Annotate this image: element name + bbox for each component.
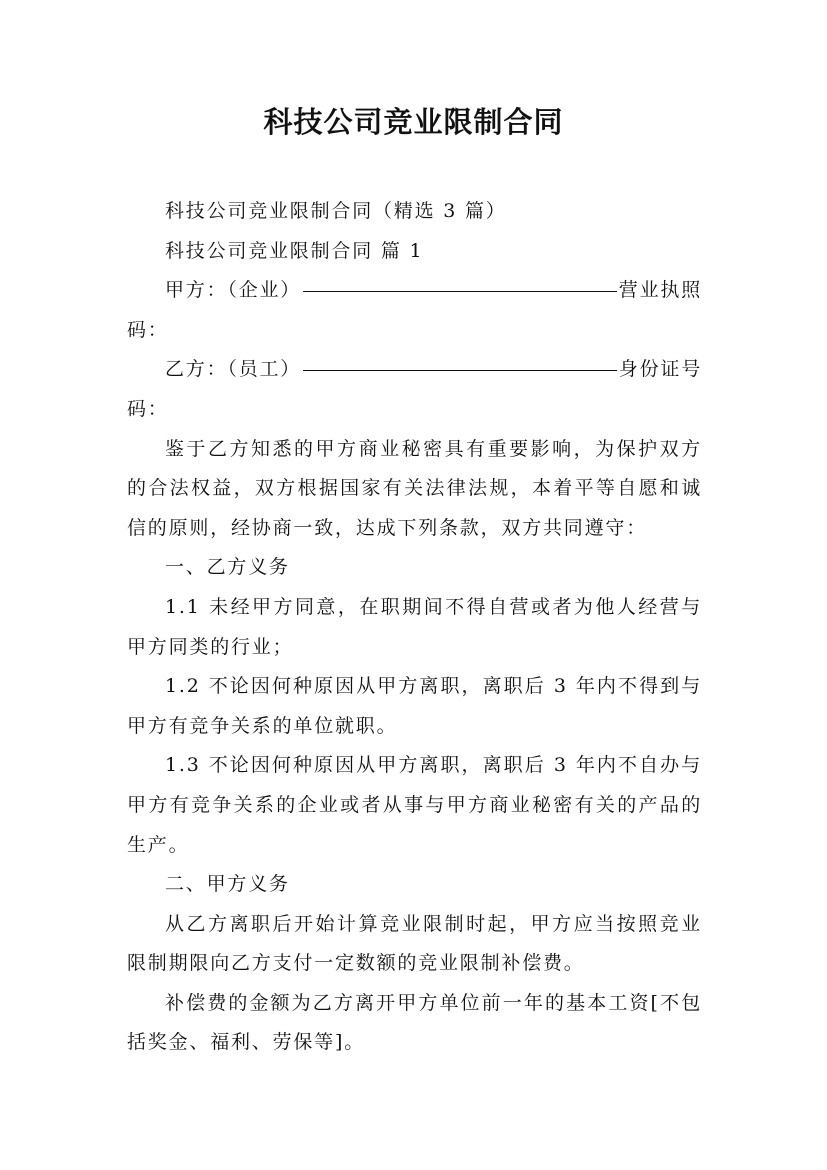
clause-1-2: 1.2 不论因何种原因从甲方离职，离职后 3 年内不得到与甲方有竞争关系的单位就职。: [127, 675, 702, 737]
party-a-fill-blank: [303, 290, 617, 292]
section-one-heading: 一、乙方义务: [165, 556, 290, 579]
document-title: 科技公司竞业限制合同: [263, 105, 564, 139]
clause-2-compensation-amount: 补偿费的金额为乙方离开甲方单位前一年的基本工资[不包括奖金、福利、劳保等]。: [127, 991, 702, 1054]
clause-2-compensation-start: 从乙方离职后开始计算竞业限制时起，甲方应当按照竞业限制期限向乙方支付一定数额的竞业限制补偿费。: [127, 912, 702, 975]
document-subtitle: 科技公司竞业限制合同（精选 3 篇）: [165, 200, 507, 222]
intro-paragraph: 鉴于乙方知悉的甲方商业秘密具有重要影响，为保护双方的合法权益，双方根据国家有关法律法规，本着平等自愿和诚信的原则，经协商一致，达成下列条款，双方共同遵守：: [127, 437, 702, 539]
section-heading-part-1: 科技公司竞业限制合同 篇 1: [165, 239, 424, 262]
party-b-id-label: 身份证号: [618, 358, 702, 381]
party-a-license-label: 营业执照: [618, 279, 702, 302]
party-a-line: [127, 271, 702, 311]
clause-1-3: 1.3 不论因何种原因从甲方离职，离职后 3 年内不自办与甲方有竞争关系的企业或者从事与甲方商业秘密有关的产品的生产。: [127, 754, 702, 856]
party-a-label: 甲方：（企业）: [165, 279, 302, 302]
party-b-line: [127, 350, 702, 390]
party-b-label: 乙方：（员工）: [165, 358, 302, 381]
document-body: [127, 192, 702, 1063]
party-b-id-label-wrap: 码：: [127, 397, 169, 420]
clause-1-1: 1.1 未经甲方同意，在职期间不得自营或者为他人经营与甲方同类的行业；: [127, 595, 702, 658]
section-two-heading: 二、甲方义务: [165, 873, 290, 896]
party-a-license-label-wrap: 码：: [127, 318, 169, 341]
party-b-fill-blank: [303, 369, 617, 371]
